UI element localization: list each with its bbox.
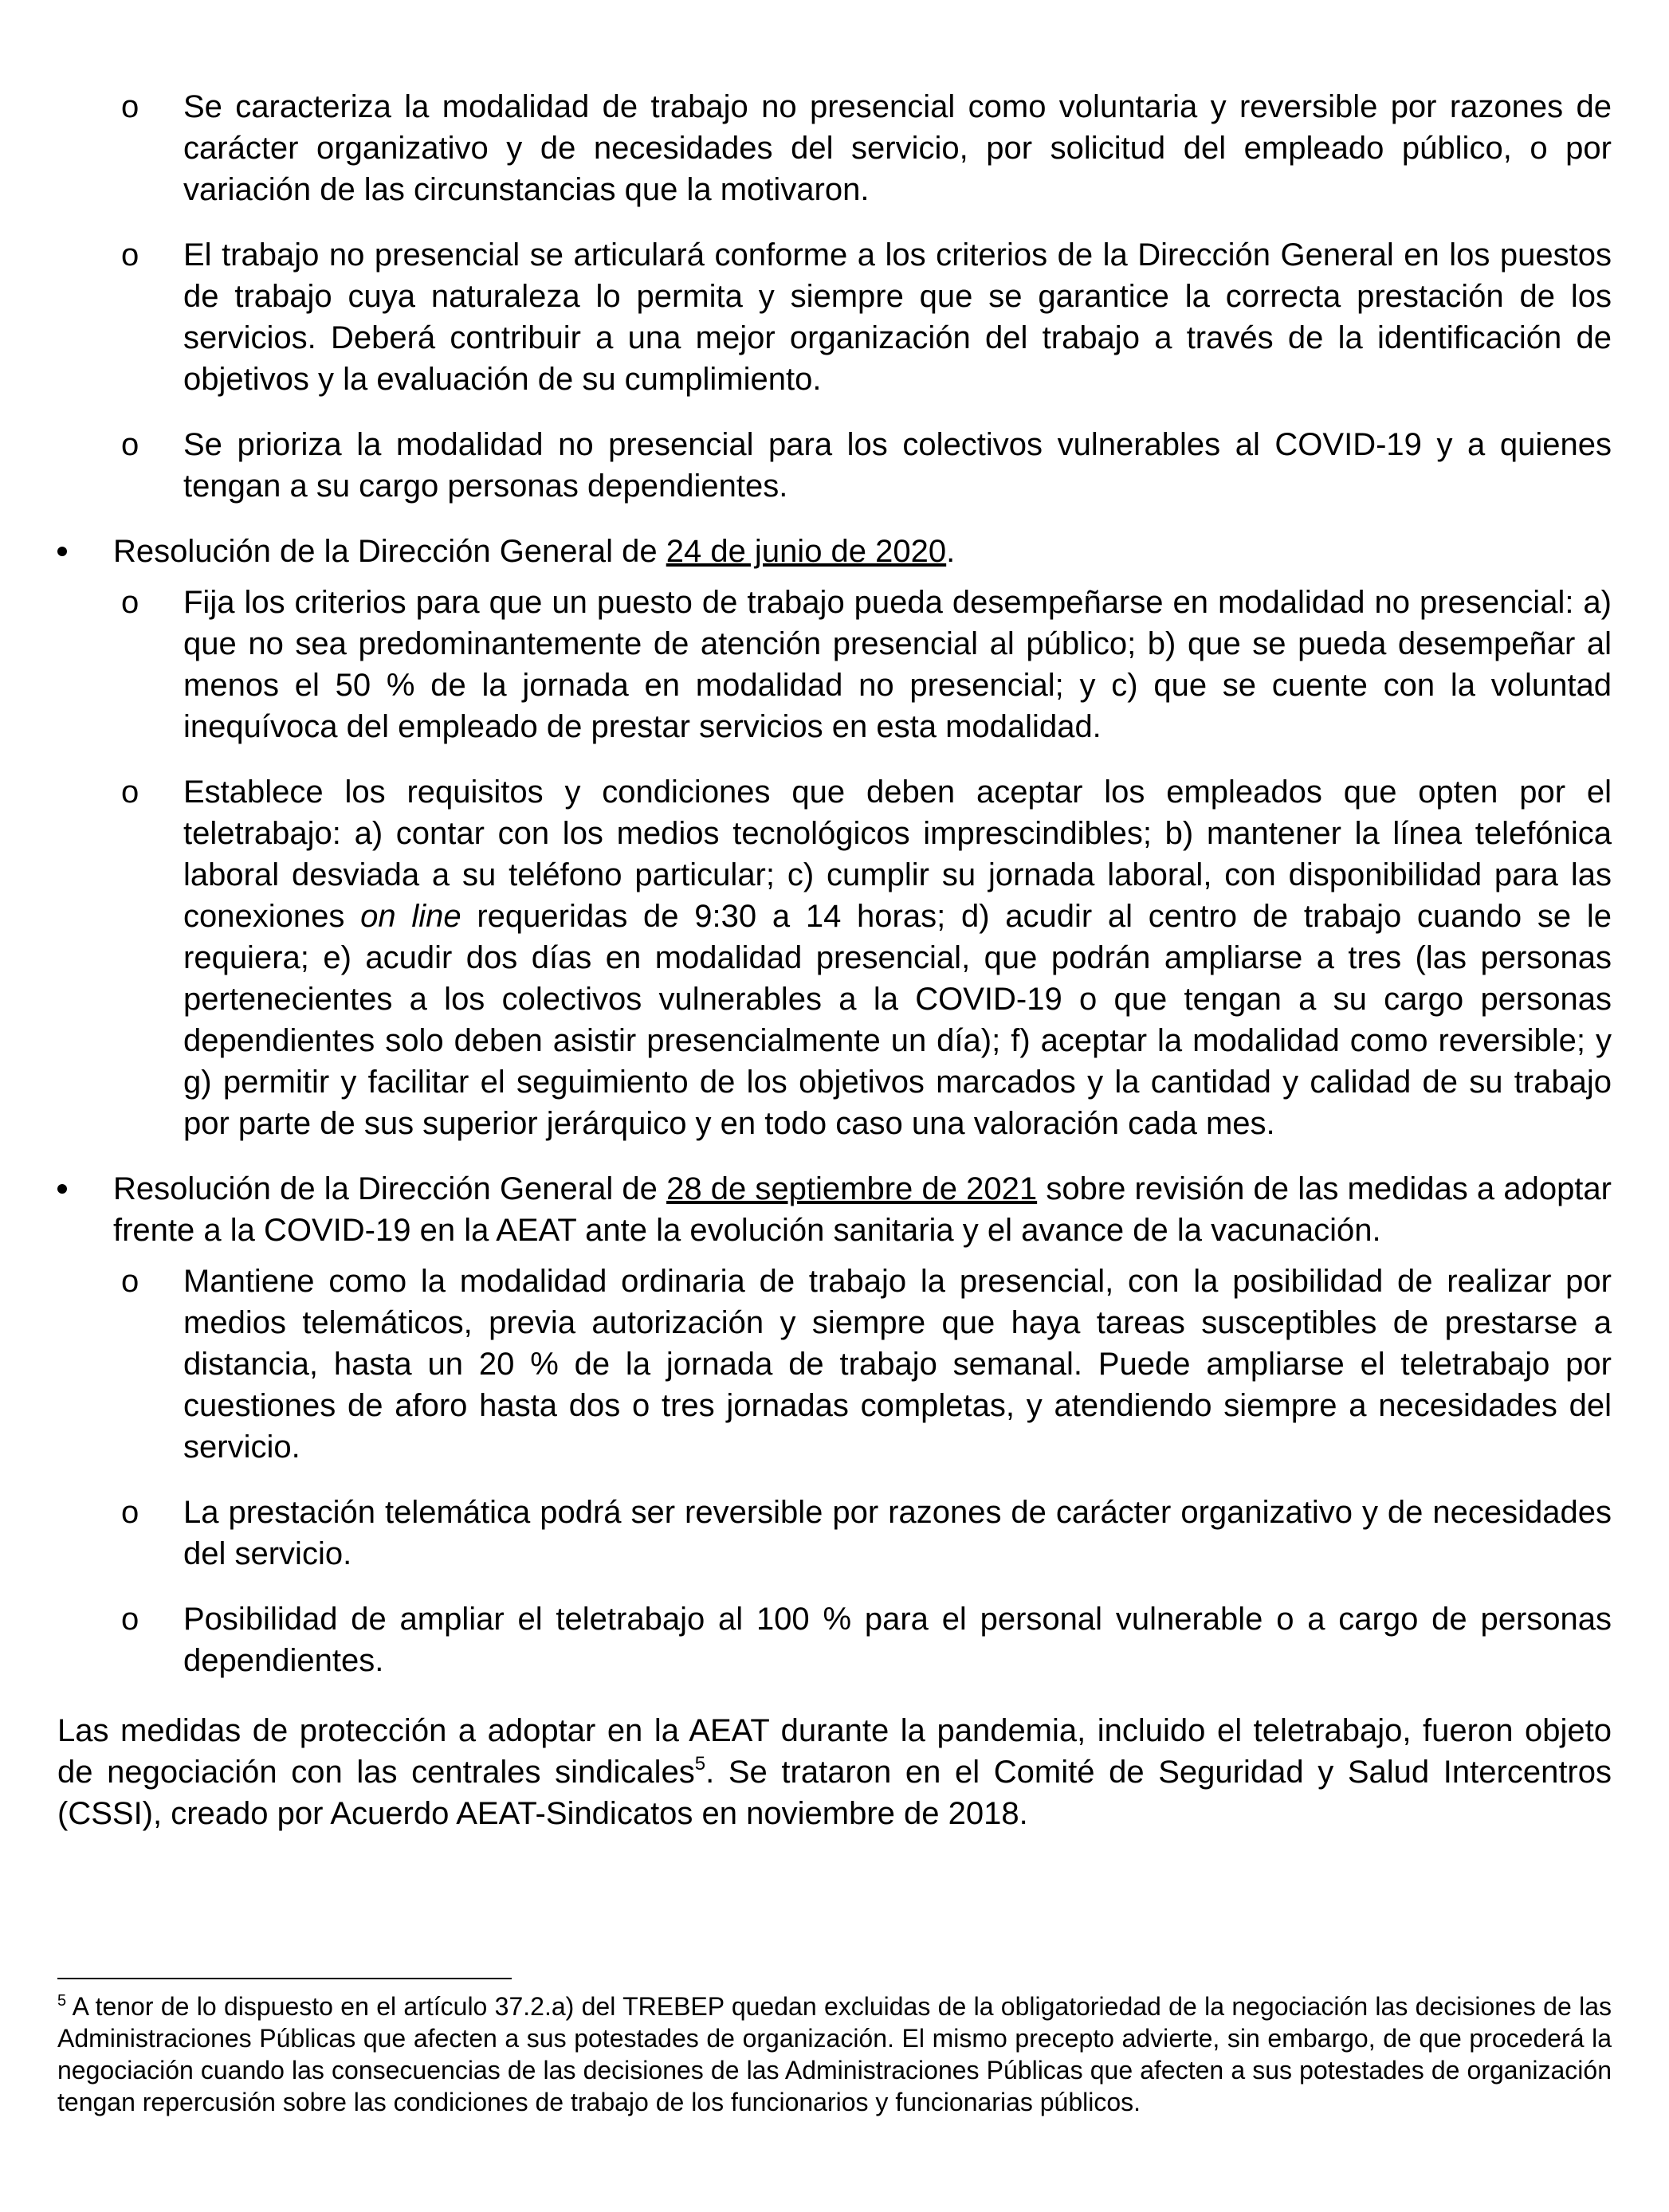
list-item [57,424,1612,507]
bullet-resolution-2021 [57,1168,1612,1251]
bullet-text: Resolución de la Dirección General de [113,534,666,569]
sub-bullet-marker: o [121,775,139,810]
footnote-text: A tenor de lo dispuesto en el artículo 37.2.a) del TREBEP quedan excluidas de la obligatoriedad de la negociación las decisiones de las Administraciones Públicas que afecten a sus potestades de organización. El mismo precepto advierte, sin embargo, de que procederá la negociación cuando las consecuencias de las decisiones de las Administraciones Públicas que afecten a sus potestades de organización tengan repercusión sobre las condiciones de trabajo de los funcionarios y funcionarias públicos. [57,1992,1612,2116]
footnote-number: 5 [57,1992,67,2010]
list-item-text: Mantiene como la modalidad ordinaria de trabajo la presencial, con la posibilidad de realizar por medios telemáticos, previa autorización y siempre que haya tareas susceptibles de prestarse a distancia, hasta un 20 % de la jornada de trabajo semanal. Puede ampliarse el teletrabajo por cuestiones de aforo hasta dos o tres jornadas completas, y atendiendo siempre a necesidades del servicio. [183,1264,1612,1465]
bullet-text: Resolución de la Dirección General de [113,1171,667,1206]
list-item-text: Se caracteriza la modalidad de trabajo no presencial como voluntaria y reversible por razones de carácter organizativo y de necesidades del servicio, por solicitud del empleado público, o por variación de las circunstancias que la motivaron. [183,89,1612,207]
list-item-text: Se prioriza la modalidad no presencial para los colectivos vulnerables al COVID-19 y a quienes tengan a su cargo personas dependientes. [183,427,1612,504]
closing-text: Las medidas de protección a adoptar en la AEAT durante la pandemia, incluido el teletrabajo, fueron objeto de negociación con las centrales sindicales [57,1713,1612,1790]
list-item-text-end: requeridas de 9:30 a 14 horas; d) acudir al centro de trabajo cuando se le requiera; e) acudir dos días en modalidad presencial, que podrán ampliarse a tres (las personas pertenecientes a los colectivos vulnerables a la COVID-19 o que tengan a su cargo personas dependientes solo deben asistir presencialmente un día); f) aceptar la modalidad como reversible; y g) permitir y facilitar el seguimiento de los objetivos marcados y la cantidad y calidad de su trabajo por parte de sus superior jerárquico y en todo caso una valoración cada mes. [183,899,1612,1141]
bullet-text-end: sobre revisión de las medidas a adoptar frente a la COVID-19 en la AEAT ante la evolución sanitaria y el avance de la vacunación. [113,1171,1612,1248]
list-item-text: La prestación telemática podrá ser reversible por razones de carácter organizativo y de necesidades del servicio. [183,1495,1612,1571]
sub-bullet-marker: o [121,89,139,124]
footnote-separator [57,1978,512,1979]
sub-bullet-marker: o [121,585,139,620]
list-item-text: Fija los criterios para que un puesto de trabajo pueda desempeñarse en modalidad no presencial: a) que no sea predominantemente de atención presencial al público; b) que se pueda desempeñar al menos el 50 % de la jornada en modalidad no presencial; y c) que se cuente con la voluntad inequívoca del empleado de prestar servicios en esta modalidad. [183,585,1612,744]
list-item-text: Posibilidad de ampliar el teletrabajo al 100 % para el personal vulnerable o a cargo de personas dependientes. [183,1602,1612,1678]
bullet-text-end: . [946,534,956,569]
list-item [57,1492,1612,1575]
list-item [57,582,1612,747]
list-item [57,86,1612,210]
italic-term: on line [360,899,461,934]
list-item [57,1261,1612,1468]
bullet-dot-icon [57,1184,67,1194]
sub-bullet-marker: o [121,1264,139,1299]
sub-bullet-marker: o [121,1495,139,1530]
date-link: 24 de junio de 2020 [666,534,947,569]
list-item [57,234,1612,400]
footnote-reference: 5 [694,1753,706,1775]
bullet-resolution-2020 [57,531,1612,572]
sub-bullet-marker: o [121,427,139,462]
sub-bullet-marker: o [121,237,139,273]
list-item-text: Establece los requisitos y condiciones que deben aceptar los empleados que opten por el teletrabajo: a) contar con los medios tecnológicos imprescindibles; b) mantener la línea telefónica laboral desviada a su teléfono particular; c) cumplir su jornada laboral, con disponibilidad para las conexiones [183,775,1612,934]
list-item-text: El trabajo no presencial se articulará conforme a los criterios de la Dirección General en los puestos de trabajo cuya naturaleza lo permita y siempre que se garantice la correcta prestación de los servicios. Deberá contribuir a una mejor organización del trabajo a través de la identificación de objetivos y la evaluación de su cumplimiento. [183,237,1612,397]
document-page [57,86,1612,1866]
bullet-dot-icon [57,547,67,556]
closing-text-end: . Se trataron en el Comité de Seguridad y Salud Intercentros (CSSI), creado por Acuerdo AEAT-Sindicatos en noviembre de 2018. [57,1755,1612,1831]
list-item [57,771,1612,1144]
footnote [57,1990,1612,2118]
list-item [57,1598,1612,1681]
date-link: 28 de septiembre de 2021 [666,1171,1038,1206]
closing-paragraph [57,1710,1612,1834]
sub-bullet-marker: o [121,1602,139,1637]
